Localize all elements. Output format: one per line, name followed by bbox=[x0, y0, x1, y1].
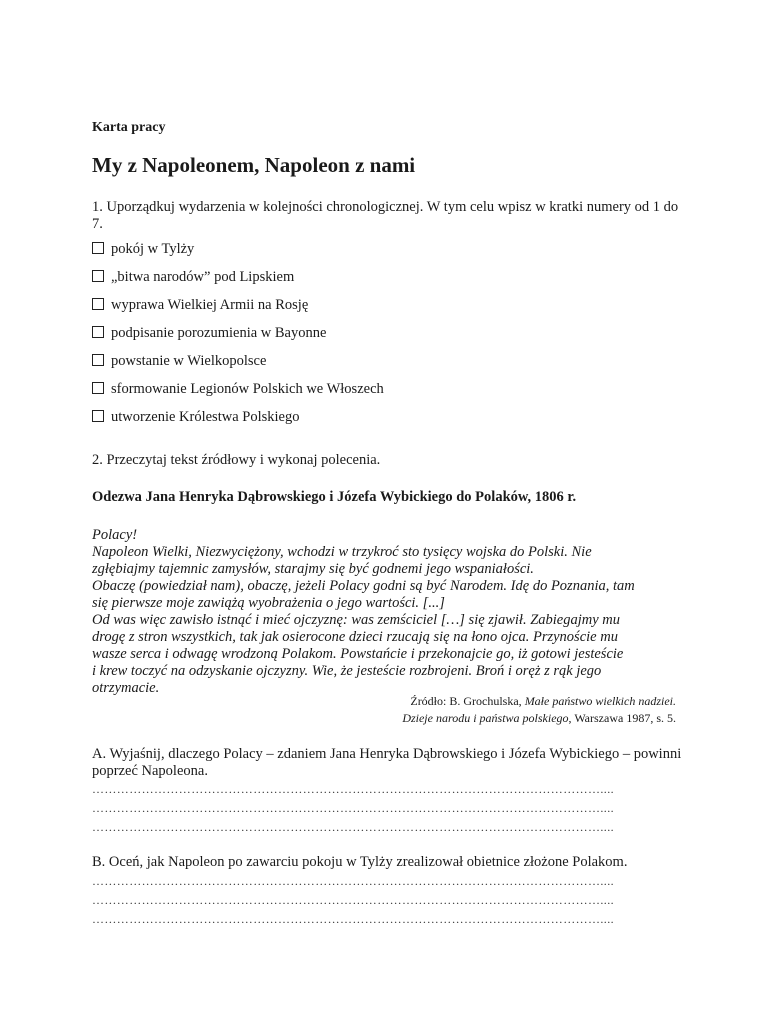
event-label: powstanie w Wielkopolsce bbox=[111, 353, 267, 369]
quote-line: się pierwsze moje zawiążą wyobrażenia o jego wartości. [...] bbox=[92, 595, 445, 611]
citation-suffix: , Warszawa 1987, s. 5. bbox=[568, 711, 676, 725]
citation-line-2 bbox=[402, 710, 676, 727]
checkbox-square[interactable] bbox=[92, 298, 104, 310]
source-citation bbox=[402, 693, 676, 727]
checkbox-square[interactable] bbox=[92, 382, 104, 394]
checkbox-square[interactable] bbox=[92, 354, 104, 366]
citation-series: Dzieje narodu i państwa polskiego bbox=[402, 711, 569, 725]
checkbox-square[interactable] bbox=[92, 326, 104, 338]
event-item bbox=[92, 325, 384, 353]
question-b: B. Oceń, jak Napoleon po zawarciu pokoju w Tylży zrealizował obietnice złożone Polakom. bbox=[92, 854, 628, 870]
page-title: My z Napoleonem, Napoleon z nami bbox=[92, 153, 416, 177]
event-item bbox=[92, 297, 384, 325]
source-title: Odezwa Jana Henryka Dąbrowskiego i Józefa Wybickiego do Polaków, 1806 r. bbox=[92, 489, 577, 505]
checkbox-square[interactable] bbox=[92, 270, 104, 282]
answer-line-b-1[interactable]: …………………………………………………………………………………………………………….... bbox=[92, 874, 614, 888]
quote-line: wasze serca i odwagę wrodzoną Polakom. Powstańcie i przekonajcie go, iż gotowi jesteście bbox=[92, 646, 624, 662]
answer-line-b-2[interactable]: …………………………………………………………………………………………………………….... bbox=[92, 893, 614, 907]
task1-instruction: 1. Uporządkuj wydarzenia w kolejności chronologicznej. W tym celu wpisz w kratki numery od 1 do 7. bbox=[92, 199, 679, 232]
citation-book: Małe państwo wielkich nadziei. bbox=[524, 694, 676, 708]
quote-line: zgłębiajmy tajemnic zamysłów, starajmy się być godnemi jego wspaniałości. bbox=[92, 561, 534, 577]
quote-line: Polacy! bbox=[92, 527, 138, 543]
quote-line: Napoleon Wielki, Niezwyciężony, wchodzi w trzykroć sto tysięcy wojska do Polski. Nie bbox=[92, 544, 592, 560]
checkbox-square[interactable] bbox=[92, 410, 104, 422]
event-checklist bbox=[92, 241, 384, 437]
event-label: podpisanie porozumienia w Bayonne bbox=[111, 325, 327, 341]
event-item bbox=[92, 241, 384, 269]
answer-line-b-3[interactable]: …………………………………………………………………………………………………………….... bbox=[92, 912, 614, 926]
event-label: sformowanie Legionów Polskich we Włoszech bbox=[111, 381, 384, 397]
event-item bbox=[92, 409, 384, 437]
event-label: „bitwa narodów” pod Lipskiem bbox=[111, 269, 295, 285]
source-quote bbox=[92, 527, 692, 697]
event-item bbox=[92, 269, 384, 297]
answer-line-a-1[interactable]: …………………………………………………………………………………………………………….... bbox=[92, 782, 614, 796]
quote-line: otrzymacie. bbox=[92, 680, 160, 696]
quote-line: Obaczę (powiedział nam), obaczę, jeżeli Polacy godni są być Narodem. Idę do Poznania, tam bbox=[92, 578, 635, 594]
answer-line-a-3[interactable]: …………………………………………………………………………………………………………….... bbox=[92, 820, 614, 834]
question-a: A. Wyjaśnij, dlaczego Polacy – zdaniem Jana Henryka Dąbrowskiego i Józefa Wybickiego – powinni poprzeć Napoleona. bbox=[92, 746, 682, 779]
quote-line: i krew toczyć na odzyskanie ojczyzny. Wie, że jesteście rozbrojeni. Broń i oręż z rąk jego bbox=[92, 663, 602, 679]
event-label: utworzenie Królestwa Polskiego bbox=[111, 409, 300, 425]
event-label: pokój w Tylży bbox=[111, 241, 195, 257]
quote-line: drogę z stron wszystkich, tak jak osierocone dzieci rzucają się na łono ojca. Przynoście mu bbox=[92, 629, 618, 645]
citation-line-1 bbox=[402, 693, 676, 710]
checkbox-square[interactable] bbox=[92, 242, 104, 254]
answer-line-a-2[interactable]: …………………………………………………………………………………………………………….... bbox=[92, 801, 614, 815]
task2-instruction: 2. Przeczytaj tekst źródłowy i wykonaj polecenia. bbox=[92, 452, 381, 468]
worksheet-label: Karta pracy bbox=[92, 120, 166, 135]
event-item bbox=[92, 353, 384, 381]
quote-line: Od was więc zawisło istnąć i mieć ojczyznę: was zemściciel […] się zjawił. Zabiegajmy mu bbox=[92, 612, 621, 628]
event-item bbox=[92, 381, 384, 409]
event-label: wyprawa Wielkiej Armii na Rosję bbox=[111, 297, 309, 313]
citation-prefix: Źródło: B. Grochulska, bbox=[410, 694, 525, 708]
